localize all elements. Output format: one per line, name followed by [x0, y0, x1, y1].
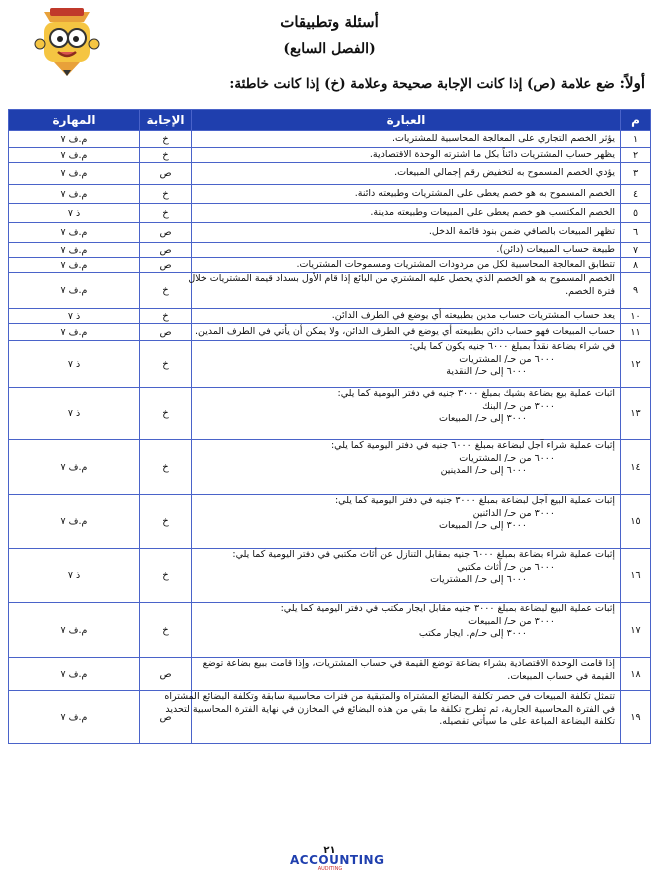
statement-line: ٦٠٠٠ إلى حـ/ المدينين	[440, 465, 527, 476]
statement-line: ٦٠٠٠ من حـ/ المشتريات	[459, 353, 555, 365]
row-number: ٧	[621, 243, 651, 258]
row-statement	[192, 258, 621, 273]
statement-line: حساب المبيعات فهو حساب دائن بطبيعته أي يوضع في الطرف الدائن، ولا يمكن أن يأتي في الطرف المدين.	[194, 325, 615, 337]
row-number: ١١	[621, 324, 651, 341]
statement-line: في شراء بضاعة نقداً بمبلغ ٦٠٠٠ جنيه يكون كما يلي:	[409, 341, 615, 352]
row-statement	[192, 243, 621, 258]
table-row	[9, 204, 651, 223]
row-answer: خ	[140, 388, 192, 440]
row-statement	[192, 341, 621, 388]
instruction	[229, 74, 645, 92]
row-answer: خ	[140, 185, 192, 204]
statement-line: ٣٠٠٠ إلى حـ/ المبيعات	[439, 413, 527, 424]
row-statement	[192, 223, 621, 243]
row-number: ١	[621, 131, 651, 148]
statement-line: تتطابق المعالجة المحاسبية لكل من مردودات المشتريات ومسموحات المشتريات.	[296, 258, 615, 270]
statement-line: إذا قامت الوحدة الاقتصادية بشراء بضاعة توضع القيمة في حساب المشتريات، وإذا قامت ببيع بضاعة توضع	[202, 658, 615, 669]
statement-line: الخصم المسموح به هو خصم يعطى على المشتريات وطبيعته دائنة.	[354, 187, 615, 199]
row-skill: م.ف ٧	[9, 440, 140, 495]
statement-line: إثبات عملية شراء بضاعة بمبلغ ٦٠٠٠ جنيه بمقابل التنازل عن أثاث مكتبي في دفتر اليومية كما يلي:	[232, 549, 615, 560]
row-answer: ص	[140, 258, 192, 273]
table-row	[9, 495, 651, 549]
row-skill: ذ ٧	[9, 309, 140, 324]
statement-line: الخصم المسموح به هو الخصم الذي يحصل عليه المشتري من البائع إذا قام الأول بسداد قيمة المشتريات خلال	[188, 273, 615, 284]
row-number: ١٣	[621, 388, 651, 440]
table-row	[9, 341, 651, 388]
row-skill: م.ف ٧	[9, 223, 140, 243]
row-skill: م.ف ٧	[9, 324, 140, 341]
row-skill: ذ ٧	[9, 388, 140, 440]
header-skill: المهارة	[9, 110, 140, 131]
table-header-row	[9, 110, 651, 131]
row-statement	[192, 388, 621, 440]
row-statement	[188, 273, 621, 309]
row-statement	[192, 549, 621, 603]
table-row	[9, 549, 651, 603]
statement-line: في الفترة المحاسبية الجارية، ثم تطرح تكلفة ما بقي من هذه البضائع في المخازن في نهاية الفترة المحاسبية لتحديد	[165, 703, 615, 715]
statement-line: ٦٠٠٠ إلى حـ/ النقدية	[446, 366, 527, 377]
table-row	[9, 185, 651, 204]
table-body	[9, 131, 651, 744]
row-number: ١٧	[621, 603, 651, 658]
row-statement	[192, 204, 621, 223]
statement-line: تظهر المبيعات بالصافي ضمن بنود قائمة الدخل.	[428, 226, 615, 238]
table-row	[9, 163, 651, 185]
row-answer: ص	[140, 691, 192, 744]
row-number: ١٩	[621, 691, 651, 744]
table-row	[9, 148, 651, 163]
questions-table	[8, 109, 651, 744]
row-answer: خ	[140, 309, 192, 324]
table-row	[9, 273, 651, 309]
row-statement	[192, 495, 621, 549]
row-answer: خ	[140, 440, 192, 495]
statement-line: ٣٠٠٠ إلى حـ/ المبيعات	[439, 520, 527, 531]
table-row	[9, 603, 651, 658]
row-statement	[192, 185, 621, 204]
row-skill: م.ف ٧	[9, 273, 140, 309]
statement-line: تتمثل تكلفة المبيعات في حصر تكلفة البضائع المشتراه والمتبقية من فترات محاسبية سابقة وتكلفة البضائع المشتراه	[164, 691, 615, 702]
row-answer: ص	[140, 658, 192, 691]
row-number: ١٤	[621, 440, 651, 495]
row-answer: خ	[140, 131, 192, 148]
accounting-logo	[290, 853, 385, 874]
row-statement	[192, 148, 621, 163]
row-answer: ص	[140, 223, 192, 243]
statement-line: يعد حساب المشتريات حساب مدين بطبيعته أي يوضع في الطرف الدائن.	[331, 309, 615, 321]
row-answer: خ	[140, 148, 192, 163]
table-row	[9, 440, 651, 495]
row-statement	[192, 309, 621, 324]
row-skill: ذ ٧	[9, 204, 140, 223]
row-statement	[192, 658, 621, 691]
statement-line: تكلفة البضاعة المباعة على ما سيأتي تفصيله.	[439, 716, 615, 727]
row-answer: خ	[140, 603, 192, 658]
row-skill: م.ف ٧	[9, 495, 140, 549]
logo-tagline: AUDITING	[317, 866, 343, 872]
row-skill: م.ف ٧	[9, 691, 140, 744]
statement-line: يظهر حساب المشتريات دائناً بكل ما اشترته الوحدة الاقتصادية.	[369, 148, 615, 160]
instruction-prefix: أولاً:	[619, 74, 645, 92]
row-number: ١٦	[621, 549, 651, 603]
row-number: ١٨	[621, 658, 651, 691]
instruction-text: ضع علامة (ص) إذا كانت الإجابة صحيحة وعلامة (خ) إذا كانت خاطئة:	[229, 76, 615, 92]
statement-line: ٣٠٠٠ من حـ/ البنك	[482, 400, 555, 412]
table-row	[9, 388, 651, 440]
page-title: أسئلة وتطبيقات	[280, 13, 379, 31]
row-skill: م.ف ٧	[9, 185, 140, 204]
statement-line: يؤدي الخصم المسموح به لتخفيض رقم إجمالي المبيعات.	[394, 167, 615, 179]
row-statement	[164, 691, 621, 744]
statement-line: إثبات عملية البيع آجل لبضاعة بمبلغ ٣٠٠٠ جنيه في دفتر اليومية كما يلي:	[334, 495, 615, 506]
row-skill: م.ف ٧	[9, 131, 140, 148]
row-statement	[192, 131, 621, 148]
row-answer: خ	[140, 341, 192, 388]
row-skill: م.ف ٧	[9, 603, 140, 658]
statement-line: فترة الخصم.	[565, 285, 615, 297]
row-statement	[192, 324, 621, 341]
row-skill: م.ف ٧	[9, 658, 140, 691]
table-row	[9, 223, 651, 243]
table-row	[9, 258, 651, 273]
row-skill: ذ ٧	[9, 549, 140, 603]
row-number: ٤	[621, 185, 651, 204]
row-skill: م.ف ٧	[9, 243, 140, 258]
row-number: ٣	[621, 163, 651, 185]
row-skill: م.ف ٧	[9, 258, 140, 273]
statement-line: القيمة في حساب المبيعات.	[507, 670, 615, 682]
statement-line: طبيعة حساب المبيعات (دائن).	[496, 243, 615, 255]
row-answer: ص	[140, 163, 192, 185]
row-answer: خ	[140, 204, 192, 223]
statement-line: يؤثر الخصم التجاري على المعالجة المحاسبية للمشتريات.	[391, 132, 615, 144]
row-statement	[192, 440, 621, 495]
header-answer: الإجابة	[140, 110, 192, 131]
row-number: ٢	[621, 148, 651, 163]
statement-line: اثبات عملية بيع بضاعة بشيك بمبلغ ٣٠٠٠ جنيه في دفتر اليومية كما يلي:	[337, 388, 615, 399]
row-statement	[192, 163, 621, 185]
statement-line: ٣٠٠٠ إلى حـ/م. ايجار مكتب	[418, 628, 527, 639]
row-answer: ص	[140, 324, 192, 341]
statement-line: ٦٠٠٠ من حـ/ المشتريات	[459, 452, 555, 464]
table-row	[9, 309, 651, 324]
table-row	[9, 243, 651, 258]
statement-line: إثبات عملية البيع لبضاعة بمبلغ ٣٠٠٠ جنيه مقابل ايجار مكتب في دفتر اليومية كما يلي:	[280, 603, 615, 614]
statement-line: ٦٠٠٠ إلى حـ/ المشتريات	[430, 574, 527, 585]
statement-line: إثبات عملية شراء آجل لبضاعة بمبلغ ٦٠٠٠ جنيه في دفتر اليومية كما يلي:	[330, 440, 615, 451]
row-number: ٥	[621, 204, 651, 223]
page-number: ٢١	[323, 845, 336, 856]
table-row	[9, 691, 651, 744]
row-answer: خ	[140, 549, 192, 603]
row-skill: ذ ٧	[9, 341, 140, 388]
statement-line: الخصم المكتسب هو خصم يعطى على المبيعات وطبيعته مدينة.	[370, 206, 615, 218]
chapter-title: (الفصل السابع)	[283, 41, 376, 57]
statement-line: ٦٠٠٠ من حـ/ أثاث مكتبي	[457, 561, 555, 573]
statement-line: ٣٠٠٠ من حـ/ المبيعات	[468, 615, 555, 627]
row-number: ١٢	[621, 341, 651, 388]
row-number: ٦	[621, 223, 651, 243]
row-answer: ص	[140, 243, 192, 258]
table-row	[9, 658, 651, 691]
header-num: م	[621, 110, 651, 131]
row-skill: م.ف ٧	[9, 148, 140, 163]
header-statement: العبارة	[192, 110, 621, 131]
row-statement	[192, 603, 621, 658]
table-row	[9, 324, 651, 341]
row-answer: خ	[140, 273, 192, 309]
row-number: ٨	[621, 258, 651, 273]
row-answer: خ	[140, 495, 192, 549]
logo-text: ACCOUNTING	[290, 853, 385, 867]
statement-line: ٣٠٠٠ من حـ/ الدائنين	[472, 507, 555, 519]
row-number: ١٠	[621, 309, 651, 324]
row-skill: م.ف ٧	[9, 163, 140, 185]
row-number: ٩	[621, 273, 651, 309]
row-number: ١٥	[621, 495, 651, 549]
table-row	[9, 131, 651, 148]
